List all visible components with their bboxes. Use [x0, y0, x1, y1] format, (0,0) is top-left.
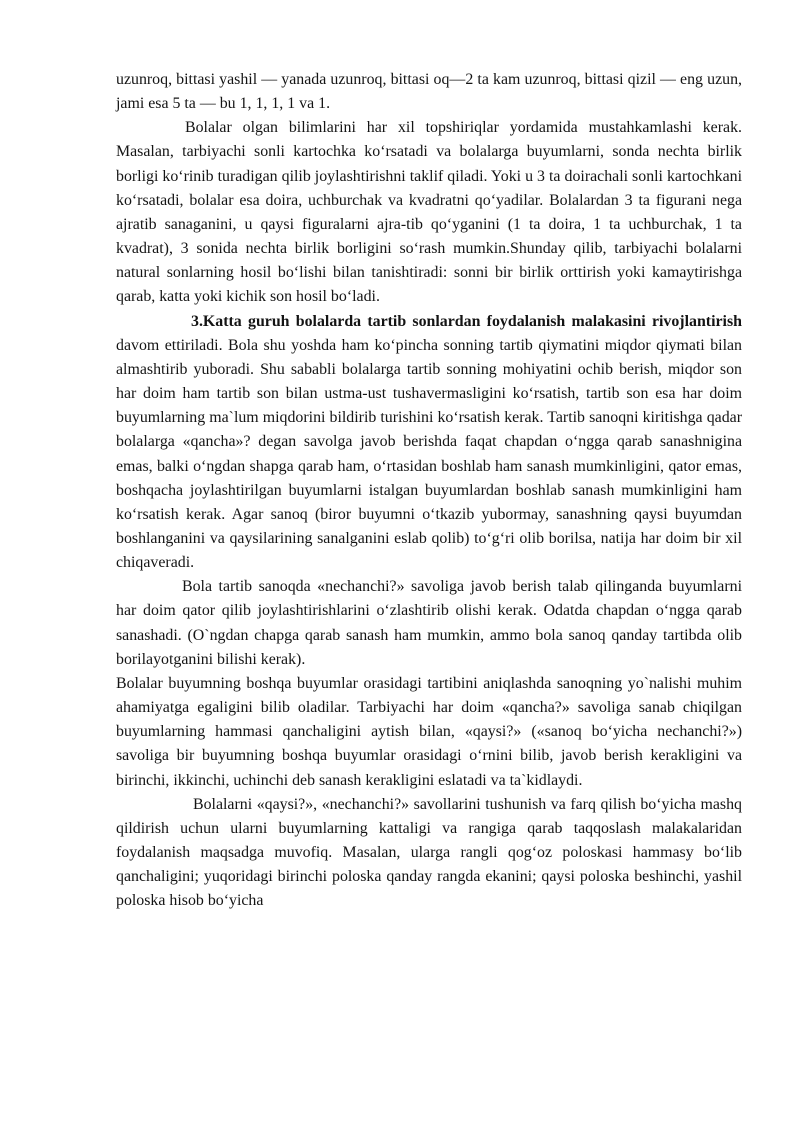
document-page: [116, 68, 742, 913]
paragraph-exercises: Bolalarni «qaysi?», «nechanchi?» savollarini tushunish va farq qilish bo‘yicha mashq qildirish uchun ularni buyumlarning kattaligi va rangiga qarab taqqoslash malakalaridan foydalanish maqsadga muvofiq. Masalan, ularga rangli qog‘oz poloskasi hammasy bo‘lib qanchaligini; yuqoridagi birinchi poloska qanday rangda ekanini; qaysi poloska beshinchi, yashil poloska hisob bo‘yicha: [116, 795, 742, 910]
paragraph-ordinal-counting: [116, 310, 742, 576]
section-heading: 3.Katta guruh bolalarda tartib sonlardan foydalanish malakasini rivojlantirish: [191, 312, 742, 330]
paragraph-body: davom ettiriladi. Bola shu yoshda ham ko‘pincha sonning tartib qiymatini miqdor qiymati bilan almashtirib yuboradi. Shu sababli bolalarga tartib sonning mohiyatini ochib berish, miqdor son har doim ham tartib son bilan ustma-ust tushavermasligini ko‘rsatish, tartib son esa har doim buyumlarning ma`lum miqdorini bildirib turishini ko‘rsatish kerak. Tartib sanoqni kiritishga qadar bolalarga «qancha»? degan savolga javob berishda faqat chapdan o‘ngga qarab sanashnigina emas, balki o‘ngdan shapga qarab ham, o‘rtasidan boshlab ham sanash mumkinligini, qator emas, boshqacha joylashtirilgan buyumlarni istalgan buyumlardan boshlab sanash mumkinligini ham ko‘rsatish kerak. Agar sanoq (biror buyumni o‘tkazib yubormay, sanashning qaysi buyumdan boshlanganini va qaysilarining sanalganini eslab qolib) to‘g‘ri olib borilsa, natija har doim bir xil chiqaveradi.: [116, 336, 742, 572]
paragraph-reinforcement: Bolalar olgan bilimlarini har xil topshiriqlar yordamida mustahkamlashi kerak. Masalan, tarbiyachi sonli kartochka ko‘rsatadi va bolalarga buyumlarni, sonda nechta birlik borligi ko‘rinib turadigan qilib joylashtirishni taklif qiladi. Yoki u 3 ta doirachali sonli kartochkani ko‘rsatadi, bolalar esa doira, uchburchak va kvadratni qo‘yadilar. Bolalardan 3 ta figurani nega ajratib sanaganini, u qaysi figuralarni ajra-tib qo‘yganini (1 ta doira, 1 ta uchburchak, 1 ta kvadrat), 3 sonida nechta birlik borligini so‘rash mumkin.Shunday qilib, tarbiyachi bolalarni natural sonlarning hosil bo‘lishi bilan tanishtiradi: sonni bir birlik orttirish yoki kamaytirishga qarab, katta yoki kichik son hosil bo‘ladi.: [116, 119, 742, 306]
paragraph-continuation: uzunroq, bittasi yashil — yanada uzunroq, bittasi oq—2 ta kam uzunroq, bittasi qizil — eng uzun, jami esa 5 ta — bu 1, 1, 1, 1 va 1.: [116, 71, 742, 113]
paragraph-direction: Bolalar buyumning boshqa buyumlar orasidagi tartibini aniqlashda sanoqning yo`nalishi muhim ahamiyatga egaligini bilib oladilar. Tarbiyachi har doim «qancha?» savoliga sanab chiqilgan buyumlarning hammasi qanchaligini aytish bilan, «qaysi?» («sanoq bo‘yicha nechanchi?») savoliga bir buyumning boshqa buyumlar orasidagi o‘rnini bilib, javob berish kerakligini va birinchi, ikkinchi, uchinchi deb sanash kerakligini eslatadi va ta`kidlaydi.: [116, 674, 742, 789]
paragraph-nechanchi: Bola tartib sanoqda «nechanchi?» savoliga javob berish talab qilinganda buyumlarni har doim qator qilib joylashtirishlarini o‘zlashtirib olishi kerak. Odatda chapdan o‘ngga qarab sanashadi. (O`ngdan chapga qarab sanash ham mumkin, ammo bola sanoq qanday tartibda olib borilayotganini bilishi kerak).: [116, 578, 742, 668]
